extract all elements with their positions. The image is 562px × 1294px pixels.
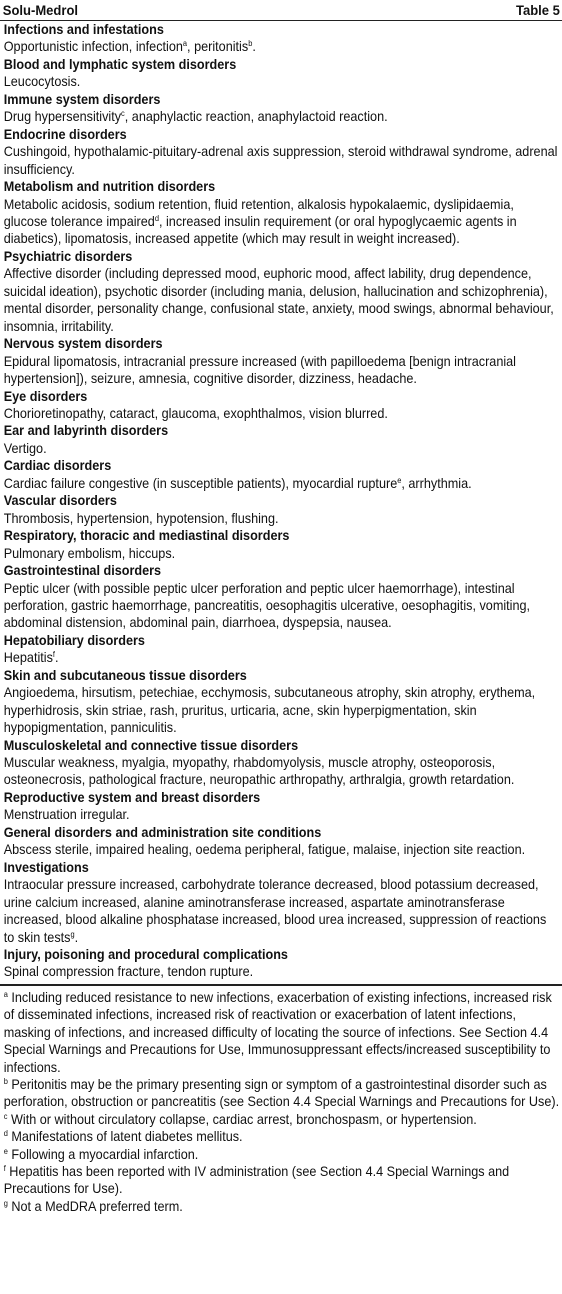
- section-body: [4, 806, 560, 823]
- section-text: Hepatitis: [3, 650, 53, 666]
- section-heading: Infections and infestations: [3, 22, 164, 37]
- section-text: Angioedema, hirsutism, petechiae, ecchymosis, subcutaneous atrophy, skin atrophy, erythema, hyperhidrosis, skin striae, rash, pruritus, urticaria, acne, skin hyperpigmentation, skin hypopigmentation, panniculitis.: [3, 685, 536, 736]
- section-body: [4, 580, 560, 632]
- footnote-mark: c: [3, 1111, 8, 1121]
- section-heading: Hepatobiliary disorders: [3, 632, 145, 648]
- section-text: Drug hypersensitivity: [3, 109, 122, 125]
- section-body: [4, 405, 560, 422]
- section-body: [4, 649, 560, 666]
- section-heading: Respiratory, thoracic and mediastinal disorders: [3, 528, 290, 544]
- footnote-divider: [0, 984, 562, 986]
- section-text: Epidural lipomatosis, intracranial pressure increased (with papilloedema [benign intracranial hypertension]), seizure, amnesia, cognitive disorder, dizziness, headache.: [3, 353, 517, 387]
- section-heading: Blood and lymphatic system disorders: [3, 56, 237, 72]
- section-body: [4, 475, 560, 492]
- section-heading: Injury, poisoning and procedural complications: [3, 947, 288, 963]
- footnote-item: [4, 1111, 560, 1128]
- section-body: [4, 196, 560, 248]
- footnote-marker: g: [70, 929, 75, 939]
- section-body: [4, 841, 560, 858]
- section-heading: Psychiatric disorders: [3, 248, 133, 264]
- section-text: , increased insulin requirement (or oral hypoglycaemic agents in diabetics), lipomatosis, increased appetite (which may result in weight increased).: [3, 213, 517, 247]
- section-body: [4, 963, 560, 980]
- section-body: [4, 108, 560, 125]
- footnote-mark: f: [3, 1163, 6, 1173]
- section-body: [4, 38, 560, 55]
- section-heading: General disorders and administration site conditions: [3, 824, 322, 840]
- section-body: [4, 73, 560, 90]
- section-heading: Vascular disorders: [3, 493, 117, 509]
- section-body: [4, 510, 560, 527]
- section-text: , arrhythmia.: [401, 475, 472, 491]
- footnote-text: Hepatitis has been reported with IV administration (see Section 4.4 Special Warnings and Precautions for Use).: [3, 1163, 510, 1197]
- section-text: Metabolic acidosis, sodium retention, fluid retention, alkalosis hypokalaemic, dyslipidaemia, glucose tolerance impaired: [3, 196, 514, 229]
- footnote-text: Not a MedDRA preferred term.: [7, 1198, 183, 1214]
- section-text: Abscess sterile, impaired healing, oedema peripheral, fatigue, malaise, injection site reaction.: [3, 842, 526, 858]
- table-label: Table 5: [515, 2, 560, 18]
- section-text: Vertigo.: [3, 440, 47, 456]
- section-text: Chorioretinopathy, cataract, glaucoma, exophthalmos, vision blurred.: [3, 405, 388, 421]
- footnote-mark: e: [3, 1146, 8, 1156]
- footnote-item: [4, 989, 560, 1076]
- footnote-text: With or without circulatory collapse, cardiac arrest, bronchospasm, or hypertension.: [7, 1111, 477, 1127]
- section-heading: Ear and labyrinth disorders: [3, 423, 169, 439]
- section-body: [4, 353, 560, 388]
- section-body: [4, 754, 560, 789]
- section-text: , anaphylactic reaction, anaphylactoid reaction.: [124, 109, 388, 125]
- footnote-mark: a: [3, 989, 8, 999]
- footnotes: [0, 989, 562, 1215]
- section-text: Affective disorder (including depressed mood, euphoric mood, affect lability, drug dependence, suicidal ideation), psychotic disorder (including mania, delusion, hallucination and schizophrenia), mental disorder, personality change, confusional state, anxiety, mood swings, abnormal behaviour, insomnia, irritability.: [3, 266, 554, 334]
- section-text: Menstruation irregular.: [3, 807, 130, 823]
- footnote-item: [4, 1076, 560, 1111]
- section-text: Intraocular pressure increased, carbohydrate tolerance decreased, blood potassium decreased, urine calcium increased, alanine aminotransferase increased, aspartate aminotransferase increased, blood alkaline phosphatase increased, blood urea increased, suppression of reactions to skin tests: [3, 877, 547, 945]
- section-heading: Eye disorders: [3, 388, 88, 404]
- section-heading: Skin and subcutaneous tissue disorders: [3, 667, 247, 683]
- footnote-text: Following a myocardial infarction.: [7, 1146, 199, 1162]
- footnote-marker: f: [52, 650, 55, 660]
- section-text: Leucocytosis.: [3, 74, 81, 90]
- section-text: Cardiac failure congestive (in susceptible patients), myocardial rupture: [3, 475, 398, 491]
- section-heading: Cardiac disorders: [3, 458, 112, 474]
- footnote-text: Peritonitis may be the primary presenting sign or symptom of a gastrointestinal disorder such as perforation, obstruction or pancreatitis (see Section 4.4 Special Warnings and Precautions for Use).: [3, 1076, 560, 1110]
- section-body: [4, 265, 560, 335]
- section-body: [4, 876, 560, 946]
- section-heading: Musculoskeletal and connective tissue disorders: [3, 737, 299, 753]
- section-text: Opportunistic infection, infection: [3, 39, 183, 55]
- section-body: [4, 143, 560, 178]
- footnote-mark: b: [3, 1076, 8, 1086]
- section-heading: Reproductive system and breast disorders: [3, 789, 261, 805]
- section-text: Cushingoid, hypothalamic-pituitary-adrenal axis suppression, steroid withdrawal syndrome, adrenal insufficiency.: [3, 144, 558, 177]
- footnote-marker: e: [397, 475, 402, 485]
- section-text: Peptic ulcer (with possible peptic ulcer perforation and peptic ulcer haemorrhage), intestinal perforation, gastric haemorrhage, pancreatitis, oesophagitis ulcerative, oesophagitis, vomiting, abdominal distension, abdominal pain, diarrhoea, dyspepsia, nausea.: [3, 580, 531, 631]
- footnote-marker: c: [121, 109, 125, 119]
- footnote-marker: d: [154, 213, 159, 223]
- footnote-mark: g: [3, 1198, 8, 1208]
- section-heading: Nervous system disorders: [3, 336, 163, 352]
- section-body: [4, 440, 560, 457]
- footnote-item: [4, 1146, 560, 1163]
- section-heading: Immune system disorders: [3, 91, 161, 107]
- section-text: .: [54, 650, 59, 666]
- footnote-text: Including reduced resistance to new infections, exacerbation of existing infections, increased risk of disseminated infections, increased risk of reactivation or exacerbation of latent infections, masking of infections, and increased difficulty of locating the source of infections. See Section 4.4 Special Warnings and Precautions for Use, Immunosuppressant effects/increased susceptibility to infections.: [3, 989, 552, 1075]
- footnote-marker: a: [182, 39, 188, 49]
- section-body: [4, 545, 560, 562]
- section-text: Muscular weakness, myalgia, myopathy, rhabdomyolysis, muscle atrophy, osteoporosis, osteonecrosis, pathological fracture, neuropathic arthropathy, arthralgia, growth retardation.: [3, 755, 515, 788]
- footnote-marker: b: [248, 39, 253, 49]
- section-text: Thrombosis, hypertension, hypotension, flushing.: [3, 510, 279, 526]
- footnote-item: [4, 1163, 560, 1198]
- table-header: [0, 0, 562, 21]
- section-heading: Endocrine disorders: [3, 126, 127, 142]
- footnote-mark: d: [3, 1129, 8, 1139]
- footnote-text: Manifestations of latent diabetes mellitus.: [7, 1129, 243, 1145]
- section-heading: Metabolism and nutrition disorders: [3, 179, 216, 195]
- section-text: Spinal compression fracture, tendon rupture.: [3, 964, 254, 980]
- document-title: Solu-Medrol: [2, 2, 79, 18]
- adverse-reactions-list: [0, 21, 562, 981]
- footnote-item: [4, 1198, 560, 1215]
- section-body: [4, 684, 560, 736]
- section-heading: Gastrointestinal disorders: [3, 563, 162, 579]
- section-text: , peritonitis: [187, 39, 249, 55]
- section-text: Pulmonary embolism, hiccups.: [3, 545, 176, 561]
- section-heading: Investigations: [3, 859, 89, 875]
- section-text: .: [74, 929, 79, 945]
- footnote-item: [4, 1128, 560, 1145]
- section-text: .: [252, 39, 256, 55]
